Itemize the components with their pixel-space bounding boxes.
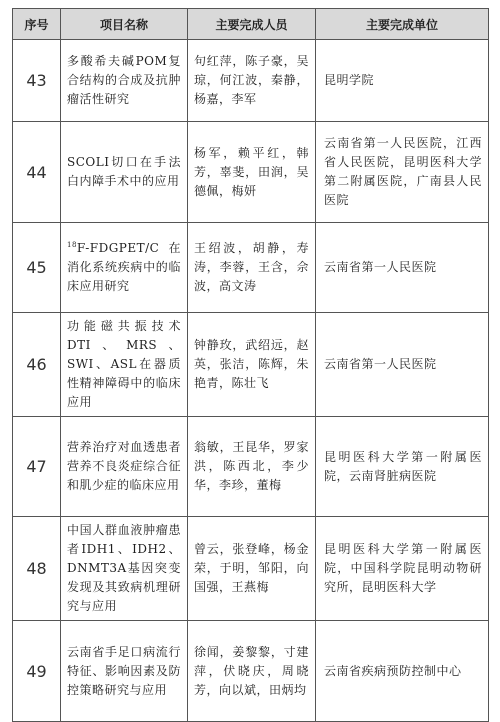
table-row: [13, 40, 489, 122]
project-name: SCOLI切口在手法白内障手术中的应用: [61, 122, 188, 223]
awards-table: [12, 8, 489, 722]
awards-table-container: [12, 8, 488, 722]
main-units: 昆明医科大学第一附属医院，云南肾脏病医院: [316, 417, 489, 517]
project-name: 营养治疗对血透患者营养不良炎症综合征和肌少症的临床应用: [61, 417, 188, 517]
table-row: [13, 417, 489, 517]
main-people: 句红萍，陈子豪，吴琼，何江波，秦静，杨嘉，李军: [188, 40, 316, 122]
project-name: 多酸希夫碱POM复合结构的合成及抗肿瘤活性研究: [61, 40, 188, 122]
main-people: 曾云，张登峰，杨金荣，于明，邹阳，向国强，王燕梅: [188, 517, 316, 621]
row-number: 46: [13, 313, 61, 417]
row-number: 47: [13, 417, 61, 517]
table-row: [13, 517, 489, 621]
table-row: [13, 122, 489, 223]
table-row: [13, 223, 489, 313]
header-main-people: 主要完成人员: [188, 9, 316, 40]
main-units: 昆明医科大学第一附属医院，中国科学院昆明动物研究所，昆明医科大学: [316, 517, 489, 621]
main-people: 杨军，赖平红，韩芳，辜斐，田润，吴德佩，梅妍: [188, 122, 316, 223]
main-people: 翁敏，王昆华，罗家洪，陈西北，李少华，李珍，董梅: [188, 417, 316, 517]
row-number: 45: [13, 223, 61, 313]
project-name-text: F-FDGPET/C在消化系统疾病中的临床应用研究: [67, 241, 181, 293]
main-people: 王绍波，胡静，寿涛，李蓉，王含，佘波，高文涛: [188, 223, 316, 313]
header-project-name: 项目名称: [61, 9, 188, 40]
main-units: 云南省第一人民医院，江西省人民医院，昆明医科大学第二附属医院，广南县人民医院: [316, 122, 489, 223]
main-people: 徐闻，姜黎黎，寸建萍，伏晓庆，周晓芳，向以斌，田炳均: [188, 621, 316, 722]
row-number: 48: [13, 517, 61, 621]
row-number: 49: [13, 621, 61, 722]
table-header-row: [13, 9, 489, 40]
isotope-superscript: 18: [67, 241, 77, 249]
project-name: 中国人群血液肿瘤患者IDH1、IDH2、DNMT3A基因突变发现及其致病机理研究与应用: [61, 517, 188, 621]
project-name: 功能磁共振技术DTI、MRS、SWI、ASL在器质性精神障碍中的临床应用: [61, 313, 188, 417]
table-row: [13, 313, 489, 417]
header-main-units: 主要完成单位: [316, 9, 489, 40]
project-name: 云南省手足口病流行特征、影响因素及防控策略研究与应用: [61, 621, 188, 722]
main-units: 云南省第一人民医院: [316, 223, 489, 313]
main-units: 云南省疾病预防控制中心: [316, 621, 489, 722]
main-people: 钟静玫，武绍远，赵英，张洁，陈辉，朱艳青，陈壮飞: [188, 313, 316, 417]
main-units: 昆明学院: [316, 40, 489, 122]
header-number: 序号: [13, 9, 61, 40]
main-units: 云南省第一人民医院: [316, 313, 489, 417]
project-name: [61, 223, 188, 313]
table-row: [13, 621, 489, 722]
row-number: 44: [13, 122, 61, 223]
row-number: 43: [13, 40, 61, 122]
